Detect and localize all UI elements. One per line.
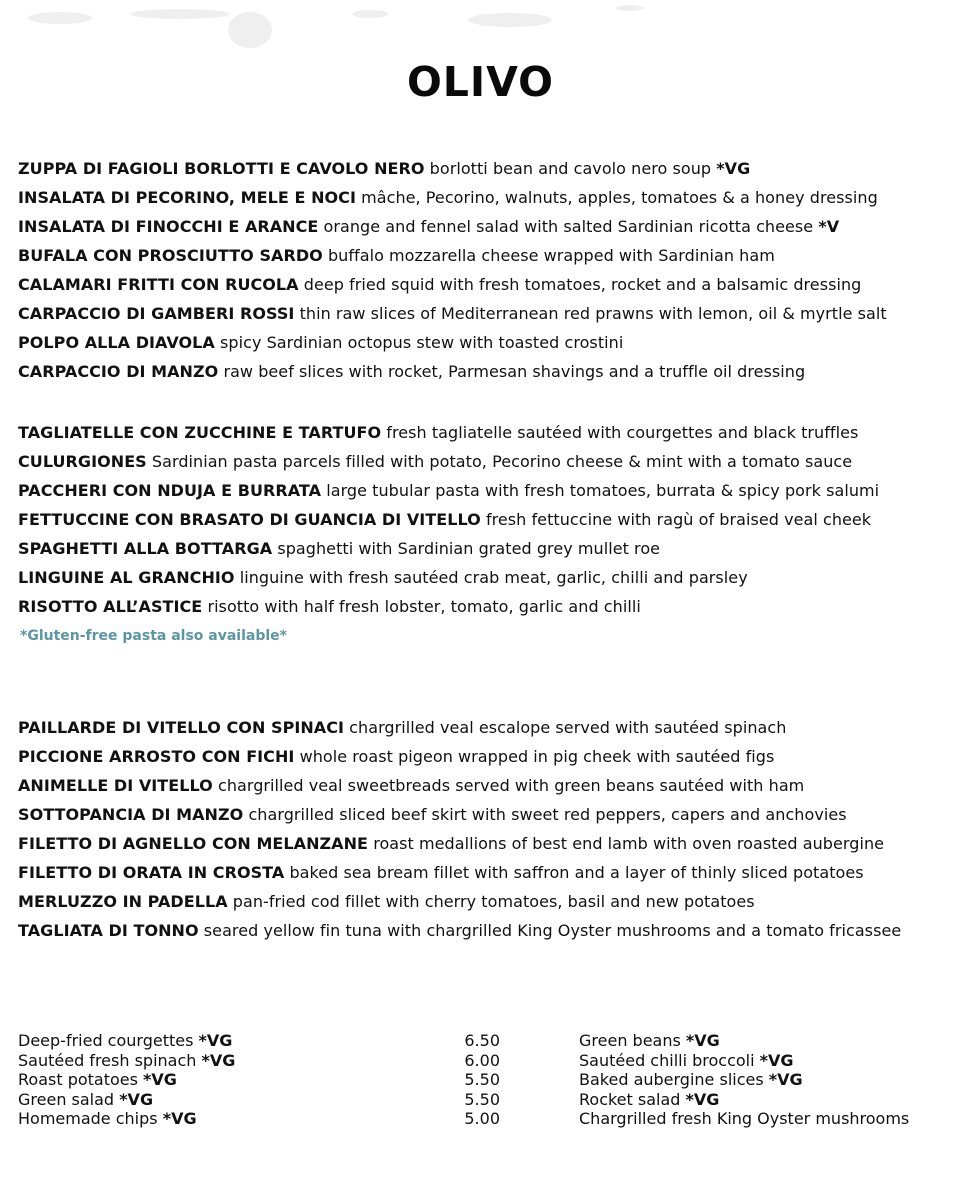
side-left <box>18 1109 197 1129</box>
diet-tag: *VG <box>759 1050 794 1070</box>
menu-item <box>18 212 953 241</box>
dish-description: raw beef slices with rocket, Parmesan shavings and a truffle oil dressing <box>223 362 806 381</box>
dish-description: chargrilled veal escalope served with sautéed spinach <box>349 718 787 737</box>
menu-item <box>18 563 953 592</box>
side-row <box>18 1109 953 1129</box>
side-name: Rocket salad <box>579 1089 681 1109</box>
side-name: Sautéed chilli broccoli <box>579 1050 755 1070</box>
side-name: Roast potatoes <box>18 1070 138 1089</box>
dish-name: FETTUCCINE CON BRASATO DI GUANCIA DI VITELLO <box>18 510 481 529</box>
diet-tag: *VG <box>685 1089 720 1109</box>
side-price: 6.00 <box>464 1050 500 1070</box>
menu-item <box>18 505 953 534</box>
side-name: Sautéed fresh spinach <box>18 1050 197 1070</box>
menu-item <box>18 713 953 742</box>
dish-name: POLPO ALLA DIAVOLA <box>18 333 215 352</box>
starters-section <box>18 154 953 386</box>
side-right <box>579 1051 794 1071</box>
side-name: Baked aubergine slices <box>579 1070 764 1089</box>
dish-description: large tubular pasta with fresh tomatoes, burrata & spicy pork salumi <box>326 481 880 500</box>
menu-item <box>18 476 953 505</box>
dish-description: Sardinian pasta parcels filled with potato, Pecorino cheese & mint with a tomato sauce <box>151 452 853 471</box>
menu-item <box>18 534 953 563</box>
menu-item <box>18 829 953 858</box>
dish-name: PICCIONE ARROSTO CON FICHI <box>18 747 295 766</box>
dish-name: FILETTO DI ORATA IN CROSTA <box>18 863 285 882</box>
side-left <box>18 1070 177 1090</box>
mains-section <box>18 713 953 945</box>
gluten-free-note: *Gluten-free pasta also available* <box>20 628 287 644</box>
menu-item <box>18 771 953 800</box>
menu-item <box>18 299 953 328</box>
diet-tag: *VG <box>716 159 751 178</box>
menu-item <box>18 183 953 212</box>
dish-description: chargrilled sliced beef skirt with sweet red peppers, capers and anchovies <box>248 805 847 824</box>
menu-item <box>18 887 953 916</box>
dish-name: CARPACCIO DI GAMBERI ROSSI <box>18 304 295 323</box>
side-left <box>18 1031 232 1051</box>
side-right <box>579 1070 803 1090</box>
dish-description: borlotti bean and cavolo nero soup <box>429 159 712 178</box>
dish-description: spicy Sardinian octopus stew with toasted crostini <box>220 333 624 352</box>
diet-tag: *VG <box>768 1070 803 1089</box>
side-right <box>579 1031 720 1051</box>
restaurant-title: OLIVO <box>406 58 555 106</box>
side-price: 5.50 <box>464 1089 500 1109</box>
diet-tag: *V <box>818 217 840 236</box>
pasta-section <box>18 418 953 651</box>
dish-name: PAILLARDE DI VITELLO CON SPINACI <box>18 718 345 737</box>
dish-description: mâche, Pecorino, walnuts, apples, tomatoes & a honey dressing <box>361 188 878 207</box>
menu-item <box>18 447 953 476</box>
dish-name: BUFALA CON PROSCIUTTO SARDO <box>18 246 323 265</box>
dish-description: pan-fried cod fillet with cherry tomatoes, basil and new potatoes <box>232 892 755 911</box>
menu-item <box>18 858 953 887</box>
dish-name: FILETTO DI AGNELLO CON MELANZANE <box>18 834 369 853</box>
side-right <box>579 1090 719 1110</box>
side-name: Chargrilled fresh King Oyster mushrooms <box>579 1109 910 1128</box>
dish-name: LINGUINE AL GRANCHIO <box>18 568 235 587</box>
side-row <box>18 1090 953 1110</box>
side-row <box>18 1031 953 1051</box>
dish-description: whole roast pigeon wrapped in pig cheek with sautéed figs <box>299 747 775 766</box>
dish-description: chargrilled veal sweetbreads served with green beans sautéed with ham <box>217 776 805 795</box>
side-left <box>18 1090 153 1110</box>
diet-tag: *VG <box>685 1031 720 1050</box>
dish-name: SOTTOPANCIA DI MANZO <box>18 805 244 824</box>
diet-tag: *VG <box>143 1070 177 1089</box>
menu-item <box>18 916 953 945</box>
diet-tag: *VG <box>119 1089 154 1109</box>
dish-description: roast medallions of best end lamb with oven roasted aubergine <box>373 834 885 853</box>
dish-name: RISOTTO ALL’ASTICE <box>18 597 203 616</box>
side-name: Deep-fried courgettes <box>18 1031 194 1050</box>
dish-name: CARPACCIO DI MANZO <box>18 362 219 381</box>
dish-name: CULURGIONES <box>18 452 147 471</box>
side-left <box>18 1051 235 1071</box>
dish-name: MERLUZZO IN PADELLA <box>18 892 228 911</box>
dish-name: SPAGHETTI ALLA BOTTARGA <box>18 539 273 558</box>
dish-description: linguine with fresh sautéed crab meat, garlic, chilli and parsley <box>239 568 748 587</box>
side-price: 5.00 <box>464 1109 500 1128</box>
dish-description: baked sea bream fillet with saffron and a layer of thinly sliced potatoes <box>289 863 864 882</box>
menu-item <box>18 800 953 829</box>
dish-name: PACCHERI CON NDUJA E BURRATA <box>18 481 322 500</box>
menu-item <box>18 241 953 270</box>
dish-name: ZUPPA DI FAGIOLI BORLOTTI E CAVOLO NERO <box>18 159 425 178</box>
menu-item <box>18 742 953 771</box>
side-row <box>18 1051 953 1071</box>
menu-item <box>18 357 953 386</box>
dish-description: seared yellow fin tuna with chargrilled King Oyster mushrooms and a tomato fricassee <box>203 921 902 940</box>
side-price: 5.50 <box>464 1070 500 1089</box>
dish-description: buffalo mozzarella cheese wrapped with Sardinian ham <box>327 246 775 265</box>
side-right <box>579 1109 909 1129</box>
dish-description: orange and fennel salad with salted Sardinian ricotta cheese <box>323 217 814 236</box>
dish-name: CALAMARI FRITTI CON RUCOLA <box>18 275 299 294</box>
menu-item <box>18 270 953 299</box>
menu-item <box>18 328 953 357</box>
dish-name: INSALATA DI FINOCCHI E ARANCE <box>18 217 319 236</box>
dish-description: spaghetti with Sardinian grated grey mullet roe <box>277 539 661 558</box>
side-row <box>18 1070 953 1090</box>
dish-name: TAGLIATA DI TONNO <box>18 921 199 940</box>
side-name: Green beans <box>579 1031 681 1050</box>
side-name: Homemade chips <box>18 1109 158 1128</box>
diet-tag: *VG <box>162 1109 197 1128</box>
dish-name: TAGLIATELLE CON ZUCCHINE E TARTUFO <box>18 423 382 442</box>
side-name: Green salad <box>18 1089 115 1109</box>
dish-description: deep fried squid with fresh tomatoes, rocket and a balsamic dressing <box>303 275 862 294</box>
dish-name: INSALATA DI PECORINO, MELE E NOCI <box>18 188 356 207</box>
diet-tag: *VG <box>198 1031 233 1050</box>
dish-description: thin raw slices of Mediterranean red prawns with lemon, oil & myrtle salt <box>299 304 887 323</box>
menu-item <box>18 154 953 183</box>
side-price: 6.50 <box>464 1031 500 1050</box>
menu-item <box>18 418 953 447</box>
dish-name: ANIMELLE DI VITELLO <box>18 776 213 795</box>
menu-item <box>18 592 953 621</box>
dish-description: fresh tagliatelle sautéed with courgettes and black truffles <box>386 423 859 442</box>
diet-tag: *VG <box>201 1050 236 1070</box>
sides-section <box>18 1031 953 1129</box>
dish-description: fresh fettuccine with ragù of braised veal cheek <box>485 510 872 529</box>
dish-description: risotto with half fresh lobster, tomato, garlic and chilli <box>207 597 641 616</box>
